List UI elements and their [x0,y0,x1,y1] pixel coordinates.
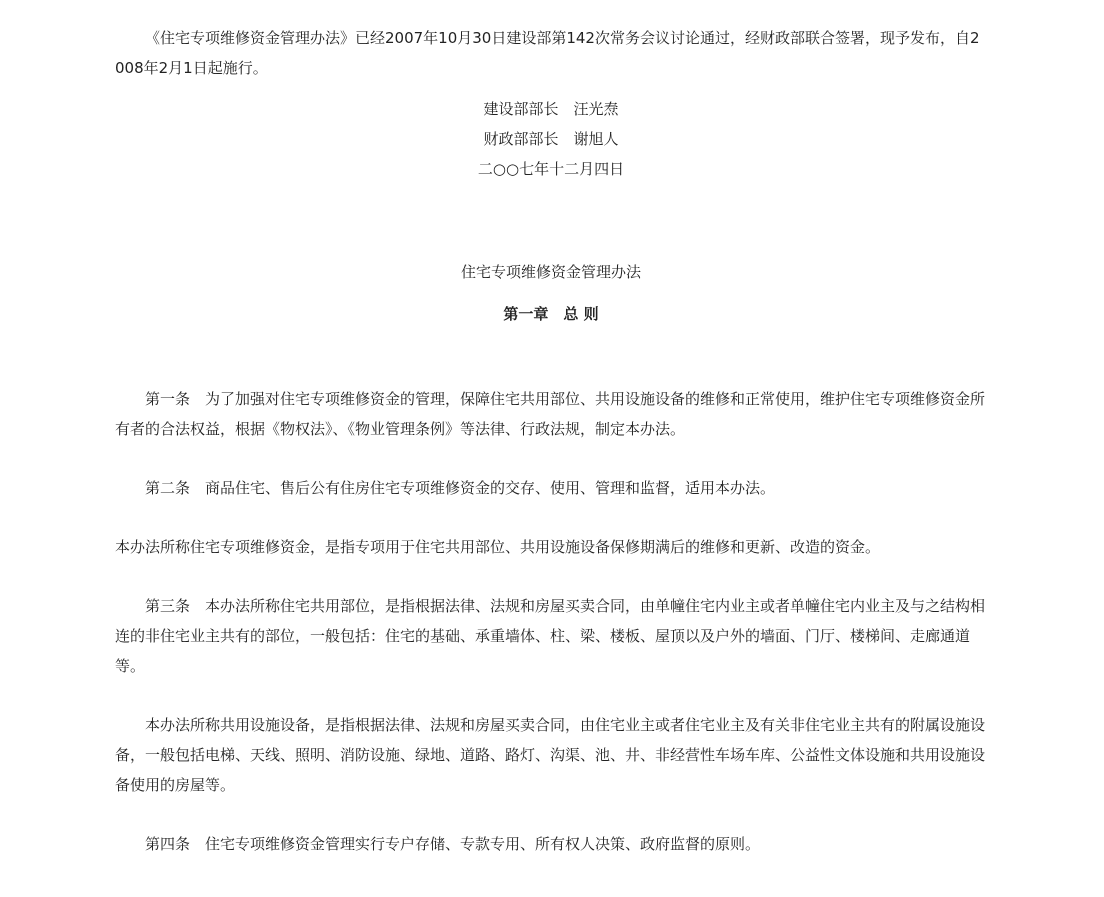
issue-date: 二○○七年十二月四日 [477,160,625,178]
article-4: 第四条 住宅专项维修资金管理实行专户存储、专款专用、所有权人决策、政府监督的原则。 [145,835,761,853]
article-2-definition: 本办法所称住宅专项维修资金，是指专项用于住宅共用部位、共用设施设备保修期满后的维修和更新、改造的资金。 [115,538,881,556]
article-3-facilities: 本办法所称共用设施设备，是指根据法律、法规和房屋买卖合同，由住宅业主或者住宅业主及有关非住宅业主共有的附属设施设备，一般包括电梯、天线、照明、消防设施、绿地、道路、路灯、沟渠、池、井、非经营性车场车库、公益性文体设施和共用设施设备使用的房屋等。 [115,716,986,794]
signature-finance-minister: 财政部部长 谢旭人 [483,130,619,148]
document-body [115,23,987,859]
article-1: 第一条 为了加强对住宅专项维修资金的管理，保障住宅共用部位、共用设施设备的维修和正常使用，维护住宅专项维修资金所有者的合法权益，根据《物权法》、《物业管理条例》等法律、行政法规，制定本办法。 [115,390,986,438]
article-2: 第二条 商品住宅、售后公有住房住宅专项维修资金的交存、使用、管理和监督，适用本办法。 [145,479,776,497]
document-title: 住宅专项维修资金管理办法 [460,263,641,281]
announcement-paragraph: 《住宅专项维修资金管理办法》已经2007年10月30日建设部第142次常务会议讨论通过，经财政部联合签署，现予发布，自2008年2月1日起施行。 [115,29,980,77]
chapter-heading: 第一章 总 则 [503,305,599,323]
article-3: 第三条 本办法所称住宅共用部位，是指根据法律、法规和房屋买卖合同，由单幢住宅内业主或者单幢住宅内业主及与之结构相连的非住宅业主共有的部位，一般包括：住宅的基础、承重墙体、柱、梁、楼板、屋顶以及户外的墙面、门厅、楼梯间、走廊通道等。 [115,597,986,675]
signature-construction-minister: 建设部部长 汪光焘 [483,100,619,118]
